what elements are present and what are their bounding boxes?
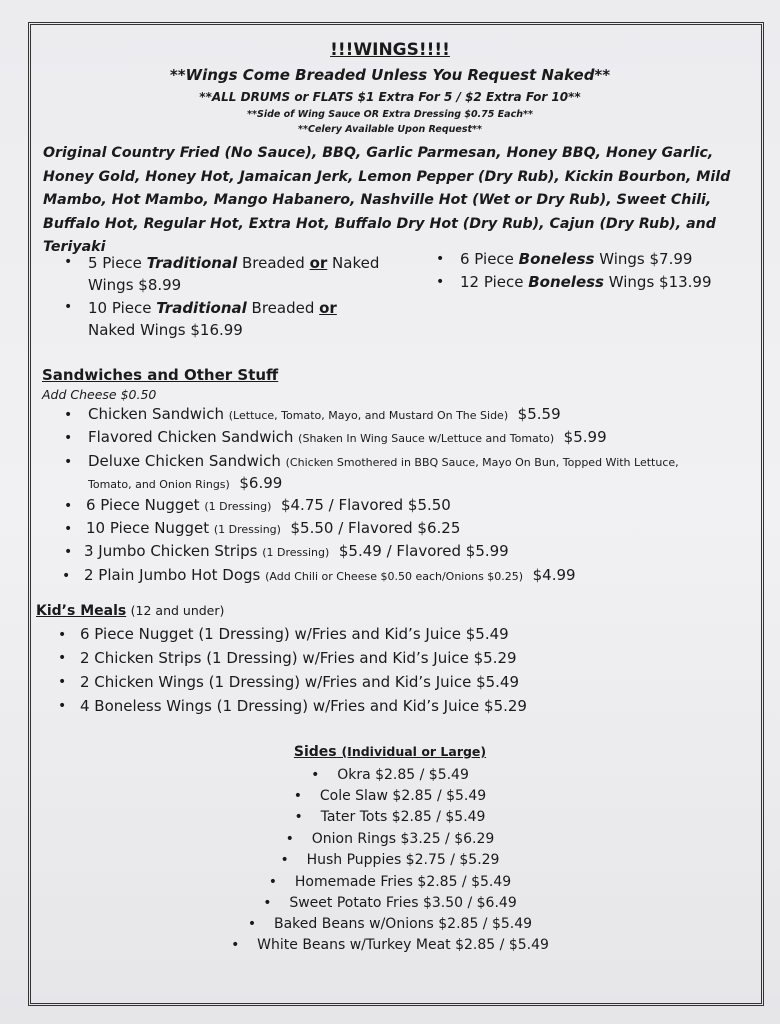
bullet-icon: • bbox=[64, 299, 73, 315]
sides-heading: Sides bbox=[293, 744, 337, 760]
side-item: • Cole Slaw $2.85 / $5.49 bbox=[293, 788, 487, 804]
menu-item: Deluxe Chicken Sandwich (Chicken Smothered in BBQ Sauce, Mayo On Bun, Topped With Lettuce, bbox=[88, 452, 679, 470]
sides-heading-row bbox=[0, 744, 780, 760]
drums-flats-note: **ALL DRUMS or FLATS $1 Extra For 5 / $2 Extra For 10** bbox=[199, 90, 581, 104]
bullet-icon: • bbox=[436, 251, 445, 267]
menu-item: Chicken Sandwich (Lettuce, Tomato, Mayo, and Mustard On The Side) $5.59 bbox=[88, 405, 561, 423]
bullet-icon: • bbox=[64, 407, 73, 423]
wings-title: !!!WINGS!!!! bbox=[330, 40, 450, 60]
wing-option-12-boneless: 12 Piece Boneless Wings $13.99 bbox=[460, 273, 712, 291]
kids-subheading: (12 and under) bbox=[130, 603, 225, 618]
bullet-icon: • bbox=[64, 430, 73, 446]
bullet-icon: • bbox=[64, 454, 73, 470]
menu-item-continued: Tomato, and Onion Rings) $6.99 bbox=[88, 474, 283, 492]
side-item: • Okra $2.85 / $5.49 bbox=[311, 767, 469, 783]
breaded-note: **Wings Come Breaded Unless You Request Naked** bbox=[169, 66, 611, 84]
side-item: • Tater Tots $2.85 / $5.49 bbox=[294, 809, 486, 825]
menu-item: 10 Piece Nugget (1 Dressing) $5.50 / Flavored $6.25 bbox=[86, 519, 461, 537]
side-item: • Baked Beans w/Onions $2.85 / $5.49 bbox=[247, 916, 533, 932]
menu-item: 2 Plain Jumbo Hot Dogs (Add Chili or Cheese $0.50 each/Onions $0.25) $4.99 bbox=[84, 566, 576, 584]
sandwiches-heading: Sandwiches and Other Stuff bbox=[42, 366, 279, 384]
wing-option-5-price: Wings $8.99 bbox=[88, 276, 182, 294]
side-item: • White Beans w/Turkey Meat $2.85 / $5.49 bbox=[231, 937, 549, 953]
menu-item: 6 Piece Nugget (1 Dressing) $4.75 / Flavored $5.50 bbox=[86, 496, 451, 514]
wing-option-10-traditional: 10 Piece Traditional Breaded or bbox=[88, 299, 337, 317]
wing-option-10-price: Naked Wings $16.99 bbox=[88, 321, 243, 339]
kids-item: 6 Piece Nugget (1 Dressing) w/Fries and Kid’s Juice $5.49 bbox=[80, 625, 509, 643]
side-item: • Onion Rings $3.25 / $6.29 bbox=[285, 831, 495, 847]
kids-heading-row bbox=[36, 603, 224, 619]
kids-item: 2 Chicken Strips (1 Dressing) w/Fries and Kid’s Juice $5.29 bbox=[80, 649, 517, 667]
bullet-icon: • bbox=[58, 627, 67, 643]
bullet-icon: • bbox=[58, 698, 67, 714]
sandwiches-subheading: Add Cheese $0.50 bbox=[42, 387, 157, 402]
side-item: • Hush Puppies $2.75 / $5.29 bbox=[280, 852, 500, 868]
side-item: • Homemade Fries $2.85 / $5.49 bbox=[268, 874, 512, 890]
bullet-icon: • bbox=[64, 254, 73, 270]
bullet-icon: • bbox=[64, 521, 73, 537]
kids-item: 2 Chicken Wings (1 Dressing) w/Fries and Kid’s Juice $5.49 bbox=[80, 673, 520, 691]
wing-option-6-boneless: 6 Piece Boneless Wings $7.99 bbox=[460, 250, 693, 268]
side-item: • Sweet Potato Fries $3.50 / $6.49 bbox=[263, 895, 517, 911]
wing-option-5-traditional: 5 Piece Traditional Breaded or Naked bbox=[88, 254, 380, 272]
kids-item: 4 Boneless Wings (1 Dressing) w/Fries and Kid’s Juice $5.29 bbox=[80, 697, 527, 715]
bullet-icon: • bbox=[58, 674, 67, 690]
celery-note: **Celery Available Upon Request** bbox=[298, 124, 482, 135]
bullet-icon: • bbox=[62, 568, 71, 584]
menu-item: 3 Jumbo Chicken Strips (1 Dressing) $5.49 / Flavored $5.99 bbox=[84, 542, 509, 560]
kids-heading: Kid’s Meals bbox=[36, 603, 127, 619]
bullet-icon: • bbox=[64, 498, 73, 514]
bullet-icon: • bbox=[64, 544, 73, 560]
flavor-list: Original Country Fried (No Sauce), BBQ, Garlic Parmesan, Honey BBQ, Honey Garlic, Honey Gold, Honey Hot, Jamaican Jerk, Lemon Pepper (Dry Rub), Kickin Bourbon, Mild Mambo, Hot Mambo, Mango Habanero, Nashville Hot (Wet or Dry Rub), Sweet Chili, Buffalo Hot, Regular Hot, Extra Hot, Buffalo Dry Hot (Dry Rub), Cajun (Dry Rub), and Teriyaki bbox=[43, 145, 731, 255]
sides-subheading: (Individual or Large) bbox=[341, 744, 487, 759]
bullet-icon: • bbox=[436, 274, 445, 290]
menu-item: Flavored Chicken Sandwich (Shaken In Wing Sauce w/Lettuce and Tomato) $5.99 bbox=[88, 428, 607, 446]
side-sauce-note: **Side of Wing Sauce OR Extra Dressing $0.75 Each** bbox=[247, 109, 533, 120]
bullet-icon: • bbox=[58, 650, 67, 666]
